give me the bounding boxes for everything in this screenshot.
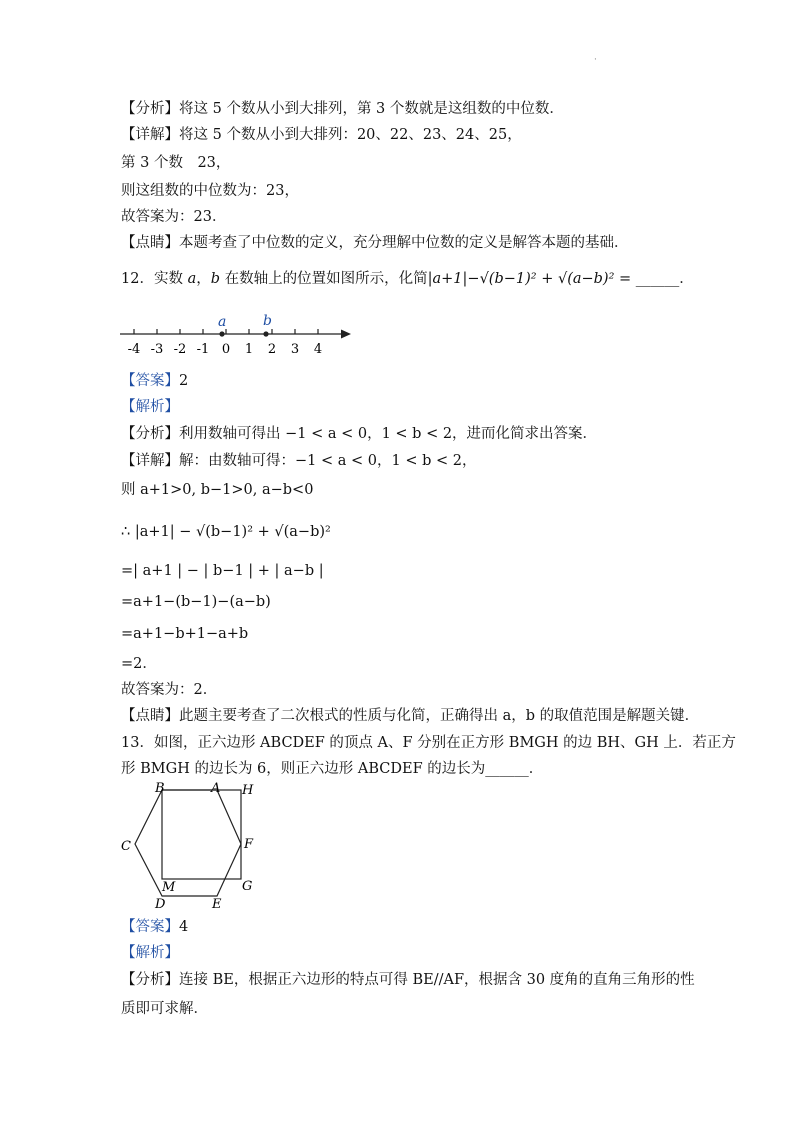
q12-solution-tag: 【解析】 (121, 399, 179, 415)
label-f: F (244, 837, 254, 852)
number-line-tick-label: 2 (267, 342, 277, 357)
number-line-ticks (128, 329, 322, 357)
label-h: H (242, 783, 254, 798)
q12-analysis: 【分析】利用数轴可得出 −1 < a < 0，1 < b < 2，进而化简求出答案． (121, 426, 598, 442)
q12-step1: =| a+1 | − | b−1 | + | a−b | (121, 563, 324, 579)
q12-step4: =2． (121, 656, 157, 672)
q13-stem-line1: 13．如图，正六边形 ABCDEF 的顶点 A、F 分别在正方形 BMGH 的边 BH、GH 上．若正方 (121, 735, 736, 751)
q11-detail: 【详解】将这 5 个数从小到大排列：20、22、23、24、25， (121, 127, 522, 143)
q13-analysis-line1: 【分析】连接 BE，根据正六边形的特点可得 BE//AF，根据含 30 度角的直角三角形的性 (121, 972, 695, 988)
q11-analysis: 【分析】将这 5 个数从小到大排列，第 3 个数就是这组数的中位数． (121, 101, 564, 117)
q11-answer-line: 故答案为：23． (121, 209, 227, 225)
label-a: A (211, 781, 221, 796)
number-line-figure (115, 310, 360, 360)
q12-conditions: 则 a+1>0, b−1>0, a−b<0 (121, 482, 314, 498)
q12-stem-prefix: 12．实数 (121, 271, 188, 287)
q12-stem-blank: = ______． (614, 271, 694, 287)
number-line-tick-label: -3 (150, 342, 164, 357)
q11-step-median: 则这组数的中位数为：23， (121, 183, 299, 199)
number-line-tick-label: 3 (290, 342, 300, 357)
q12-step2: =a+1−(b−1)−(a−b) (121, 594, 271, 610)
number-line-tick-label: -4 (127, 342, 141, 357)
q13-analysis-line2: 质即可求解． (121, 1001, 208, 1017)
q12-answer-tag: 【答案】 (121, 373, 179, 389)
label-b: B (155, 781, 165, 796)
square-bmgh (162, 790, 241, 879)
q12-stem-var-b: b (210, 271, 221, 287)
q12-stem-mid: 在数轴上的位置如图所示，化简 (220, 271, 428, 287)
q13-stem-line2: 形 BMGH 的边长为 6，则正六边形 ABCDEF 的边长为______． (121, 761, 544, 777)
q12-step3: =a+1−b+1−a+b (121, 626, 249, 642)
point-b-marker (263, 331, 268, 336)
hexagon-square-figure (115, 780, 265, 910)
point-a-label: a (218, 314, 227, 330)
q12-stem-var-a: a (187, 271, 197, 287)
q11-comment: 【点睛】本题考查了中位数的定义，充分理解中位数的定义是解答本题的基础． (121, 235, 629, 251)
label-m: M (162, 880, 176, 895)
q12-answer-line (121, 371, 188, 391)
q13-answer-line (121, 917, 188, 937)
q13-answer-tag: 【答案】 (121, 919, 179, 935)
number-line-tick-label: 1 (244, 342, 254, 357)
q12-answer: 2 (179, 373, 189, 389)
q12-conclusion: 故答案为：2． (121, 682, 218, 698)
number-line-arrow (341, 330, 351, 339)
corner-mark: · (594, 55, 597, 65)
q12-stem-expression: |a+1|−√(b−1)² + √(a−b)² (427, 271, 615, 287)
number-line-tick-label: 0 (221, 342, 231, 357)
point-b-label: b (263, 313, 272, 329)
hexagon-abcdef (135, 790, 241, 896)
q13-answer: 4 (179, 919, 189, 935)
number-line-tick-label: -1 (196, 342, 210, 357)
label-g: G (242, 879, 253, 894)
q12-comment: 【点睛】此题主要考查了二次根式的性质与化简，正确得出 a，b 的取值范围是解题关键． (121, 708, 700, 724)
q13-solution-tag: 【解析】 (121, 945, 179, 961)
point-a-marker (219, 331, 224, 336)
q12-detail: 【详解】解：由数轴可得：−1 < a < 0，1 < b < 2， (121, 453, 477, 469)
label-d: D (155, 897, 166, 910)
number-line-tick-label: 4 (313, 342, 323, 357)
q12-stem (121, 269, 694, 289)
q12-therefore: ∴ |a+1| − √(b−1)² + √(a−b)² (121, 524, 331, 540)
label-c: C (121, 839, 131, 854)
q12-stem-comma: ， (196, 271, 211, 287)
q11-step-third: 第 3 个数 23， (121, 155, 231, 171)
label-e: E (212, 897, 222, 910)
number-line-tick-label: -2 (173, 342, 187, 357)
